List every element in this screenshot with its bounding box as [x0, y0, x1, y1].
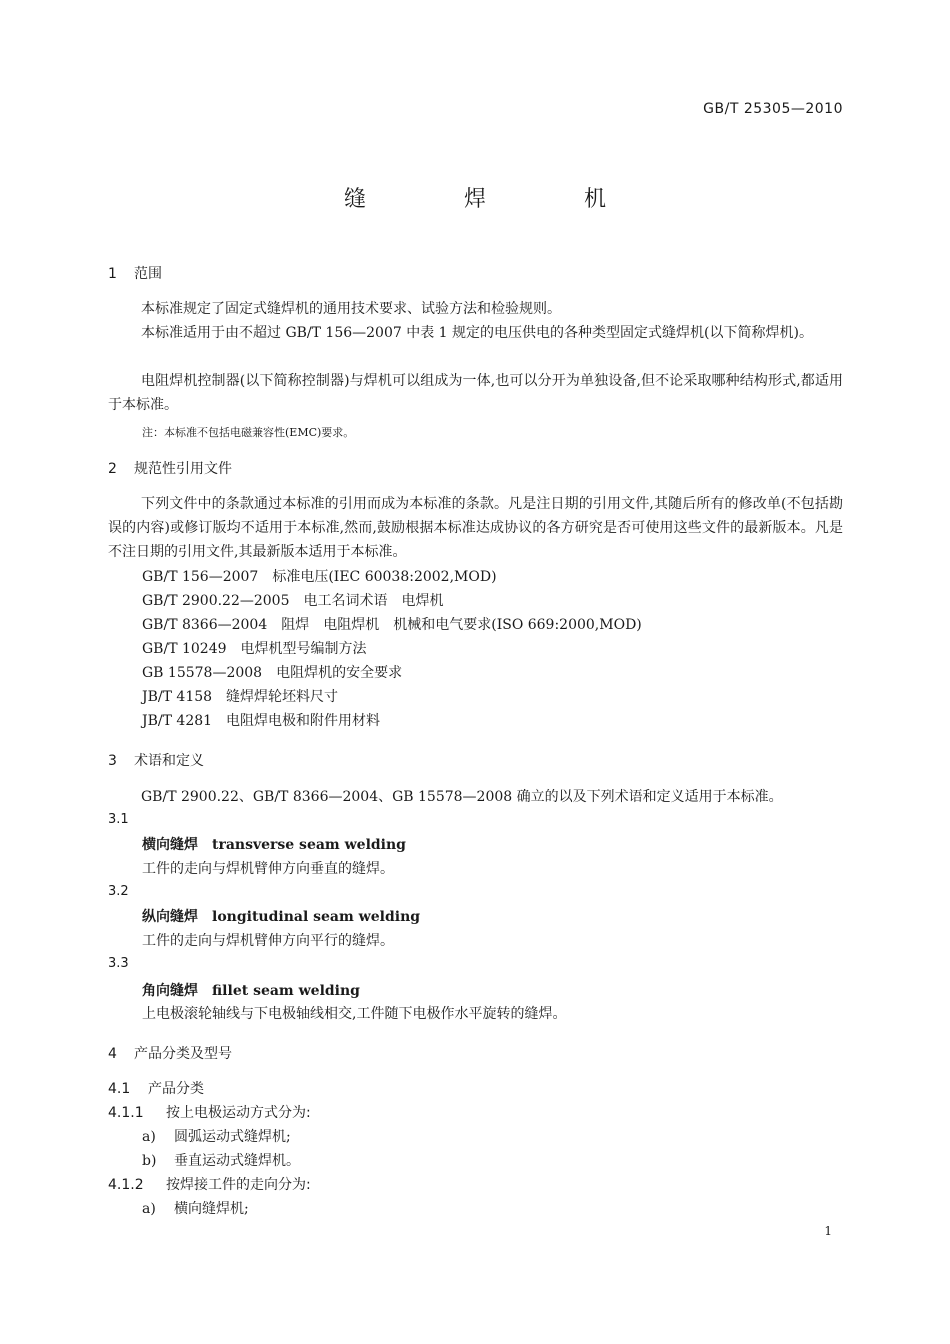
list-label: a)	[142, 1201, 156, 1217]
reference-title: 标准电压(IEC 60038:2002,MOD)	[272, 569, 497, 585]
term-entry	[142, 834, 406, 854]
subsection-title: 按焊接工件的走向分为:	[166, 1177, 311, 1193]
term-english: transverse seam welding	[212, 837, 406, 853]
reference-code: GB 15578—2008	[142, 665, 263, 681]
list-item	[142, 1198, 249, 1218]
reference-code: GB/T 10249	[142, 641, 227, 657]
section-number: 4	[108, 1046, 117, 1062]
section-2-heading	[108, 458, 232, 478]
term-definition: 工件的走向与焊机臂伸方向平行的缝焊。	[142, 933, 394, 949]
reference-item	[142, 566, 497, 586]
reference-title: 缝焊焊轮坯料尺寸	[226, 689, 339, 705]
subsection-title: 按上电极运动方式分为:	[166, 1105, 311, 1121]
reference-title: 电工名词术语 电焊机	[303, 593, 444, 609]
section-title: 范围	[134, 266, 162, 282]
list-item	[142, 1126, 291, 1146]
list-text: 横向缝焊机;	[174, 1201, 249, 1217]
section-title: 术语和定义	[134, 753, 204, 769]
subsection-number: 4.1.1	[108, 1105, 144, 1121]
subsection-number: 4.1	[108, 1081, 131, 1097]
term-english: longitudinal seam welding	[212, 909, 421, 925]
term-chinese: 横向缝焊	[142, 837, 198, 853]
section-4-heading	[108, 1043, 232, 1063]
standard-code: GB/T 25305—2010	[703, 101, 843, 117]
paragraph: 本标准适用于由不超过 GB/T 156—2007 中表 1 规定的电压供电的各种类型固定式缝焊机(以下简称焊机)。	[141, 325, 813, 341]
reference-title: 电焊机型号编制方法	[240, 641, 367, 657]
section-number: 1	[108, 266, 117, 282]
reference-item	[142, 590, 444, 610]
list-text: 圆弧运动式缝焊机;	[174, 1129, 291, 1145]
reference-item	[142, 710, 380, 730]
section-title: 产品分类及型号	[134, 1046, 232, 1062]
note: 注：本标准不包括电磁兼容性(EMC)要求。	[142, 426, 355, 439]
clause-number: 3.3	[108, 956, 129, 971]
term-chinese: 角向缝焊	[142, 983, 198, 999]
term-english: fillet seam welding	[212, 983, 360, 999]
reference-title: 电阻焊电极和附件用材料	[226, 713, 381, 729]
reference-title: 电阻焊机的安全要求	[276, 665, 403, 681]
reference-code: JB/T 4158	[142, 689, 213, 705]
reference-title: 阻焊 电阻焊机 机械和电气要求(ISO 669:2000,MOD)	[281, 617, 642, 633]
section-number: 3	[108, 753, 117, 769]
subsection-heading	[108, 1174, 311, 1194]
reference-code: GB/T 156—2007	[142, 569, 259, 585]
document-title: 缝 焊 机	[343, 187, 644, 212]
list-label: b)	[142, 1153, 157, 1169]
clause-number: 3.2	[108, 884, 129, 899]
reference-item	[142, 614, 642, 634]
reference-code: JB/T 4281	[142, 713, 213, 729]
term-entry	[142, 980, 360, 1000]
subsection-heading	[108, 1078, 204, 1098]
subsection-title: 产品分类	[148, 1081, 204, 1097]
section-3-heading	[108, 750, 204, 770]
page-number: 1	[824, 1224, 832, 1238]
term-entry	[142, 906, 420, 926]
list-label: a)	[142, 1129, 156, 1145]
list-item	[142, 1150, 300, 1170]
subsection-number: 4.1.2	[108, 1177, 144, 1193]
clause-number: 3.1	[108, 812, 129, 827]
term-definition: 上电极滚轮轴线与下电极轴线相交,工件随下电极作水平旋转的缝焊。	[142, 1006, 567, 1022]
term-chinese: 纵向缝焊	[142, 909, 198, 925]
paragraph: GB/T 2900.22、GB/T 8366—2004、GB 15578—2008 确立的以及下列术语和定义适用于本标准。	[141, 789, 783, 805]
section-title: 规范性引用文件	[134, 461, 232, 477]
paragraph: 电阻焊机控制器(以下简称控制器)与焊机可以组成为一体,也可以分开为单独设备,但不论采取哪种结构形式,都适用于本标准。	[108, 373, 843, 413]
reference-code: GB/T 8366—2004	[142, 617, 268, 633]
reference-item	[142, 662, 402, 682]
list-text: 垂直运动式缝焊机。	[174, 1153, 300, 1169]
paragraph: 下列文件中的条款通过本标准的引用而成为本标准的条款。凡是注日期的引用文件,其随后所有的修改单(不包括勘误的内容)或修订版均不适用于本标准,然而,鼓励根据本标准达成协议的各方研究是否可使用这些文件的最新版本。凡是不注日期的引用文件,其最新版本适用于本标准。	[108, 496, 843, 560]
subsection-heading	[108, 1102, 311, 1122]
reference-item	[142, 686, 338, 706]
reference-item	[142, 638, 367, 658]
paragraph: 本标准规定了固定式缝焊机的通用技术要求、试验方法和检验规则。	[141, 301, 561, 317]
term-definition: 工件的走向与焊机臂伸方向垂直的缝焊。	[142, 861, 394, 877]
section-number: 2	[108, 461, 117, 477]
reference-code: GB/T 2900.22—2005	[142, 593, 290, 609]
section-1-heading	[108, 263, 162, 283]
